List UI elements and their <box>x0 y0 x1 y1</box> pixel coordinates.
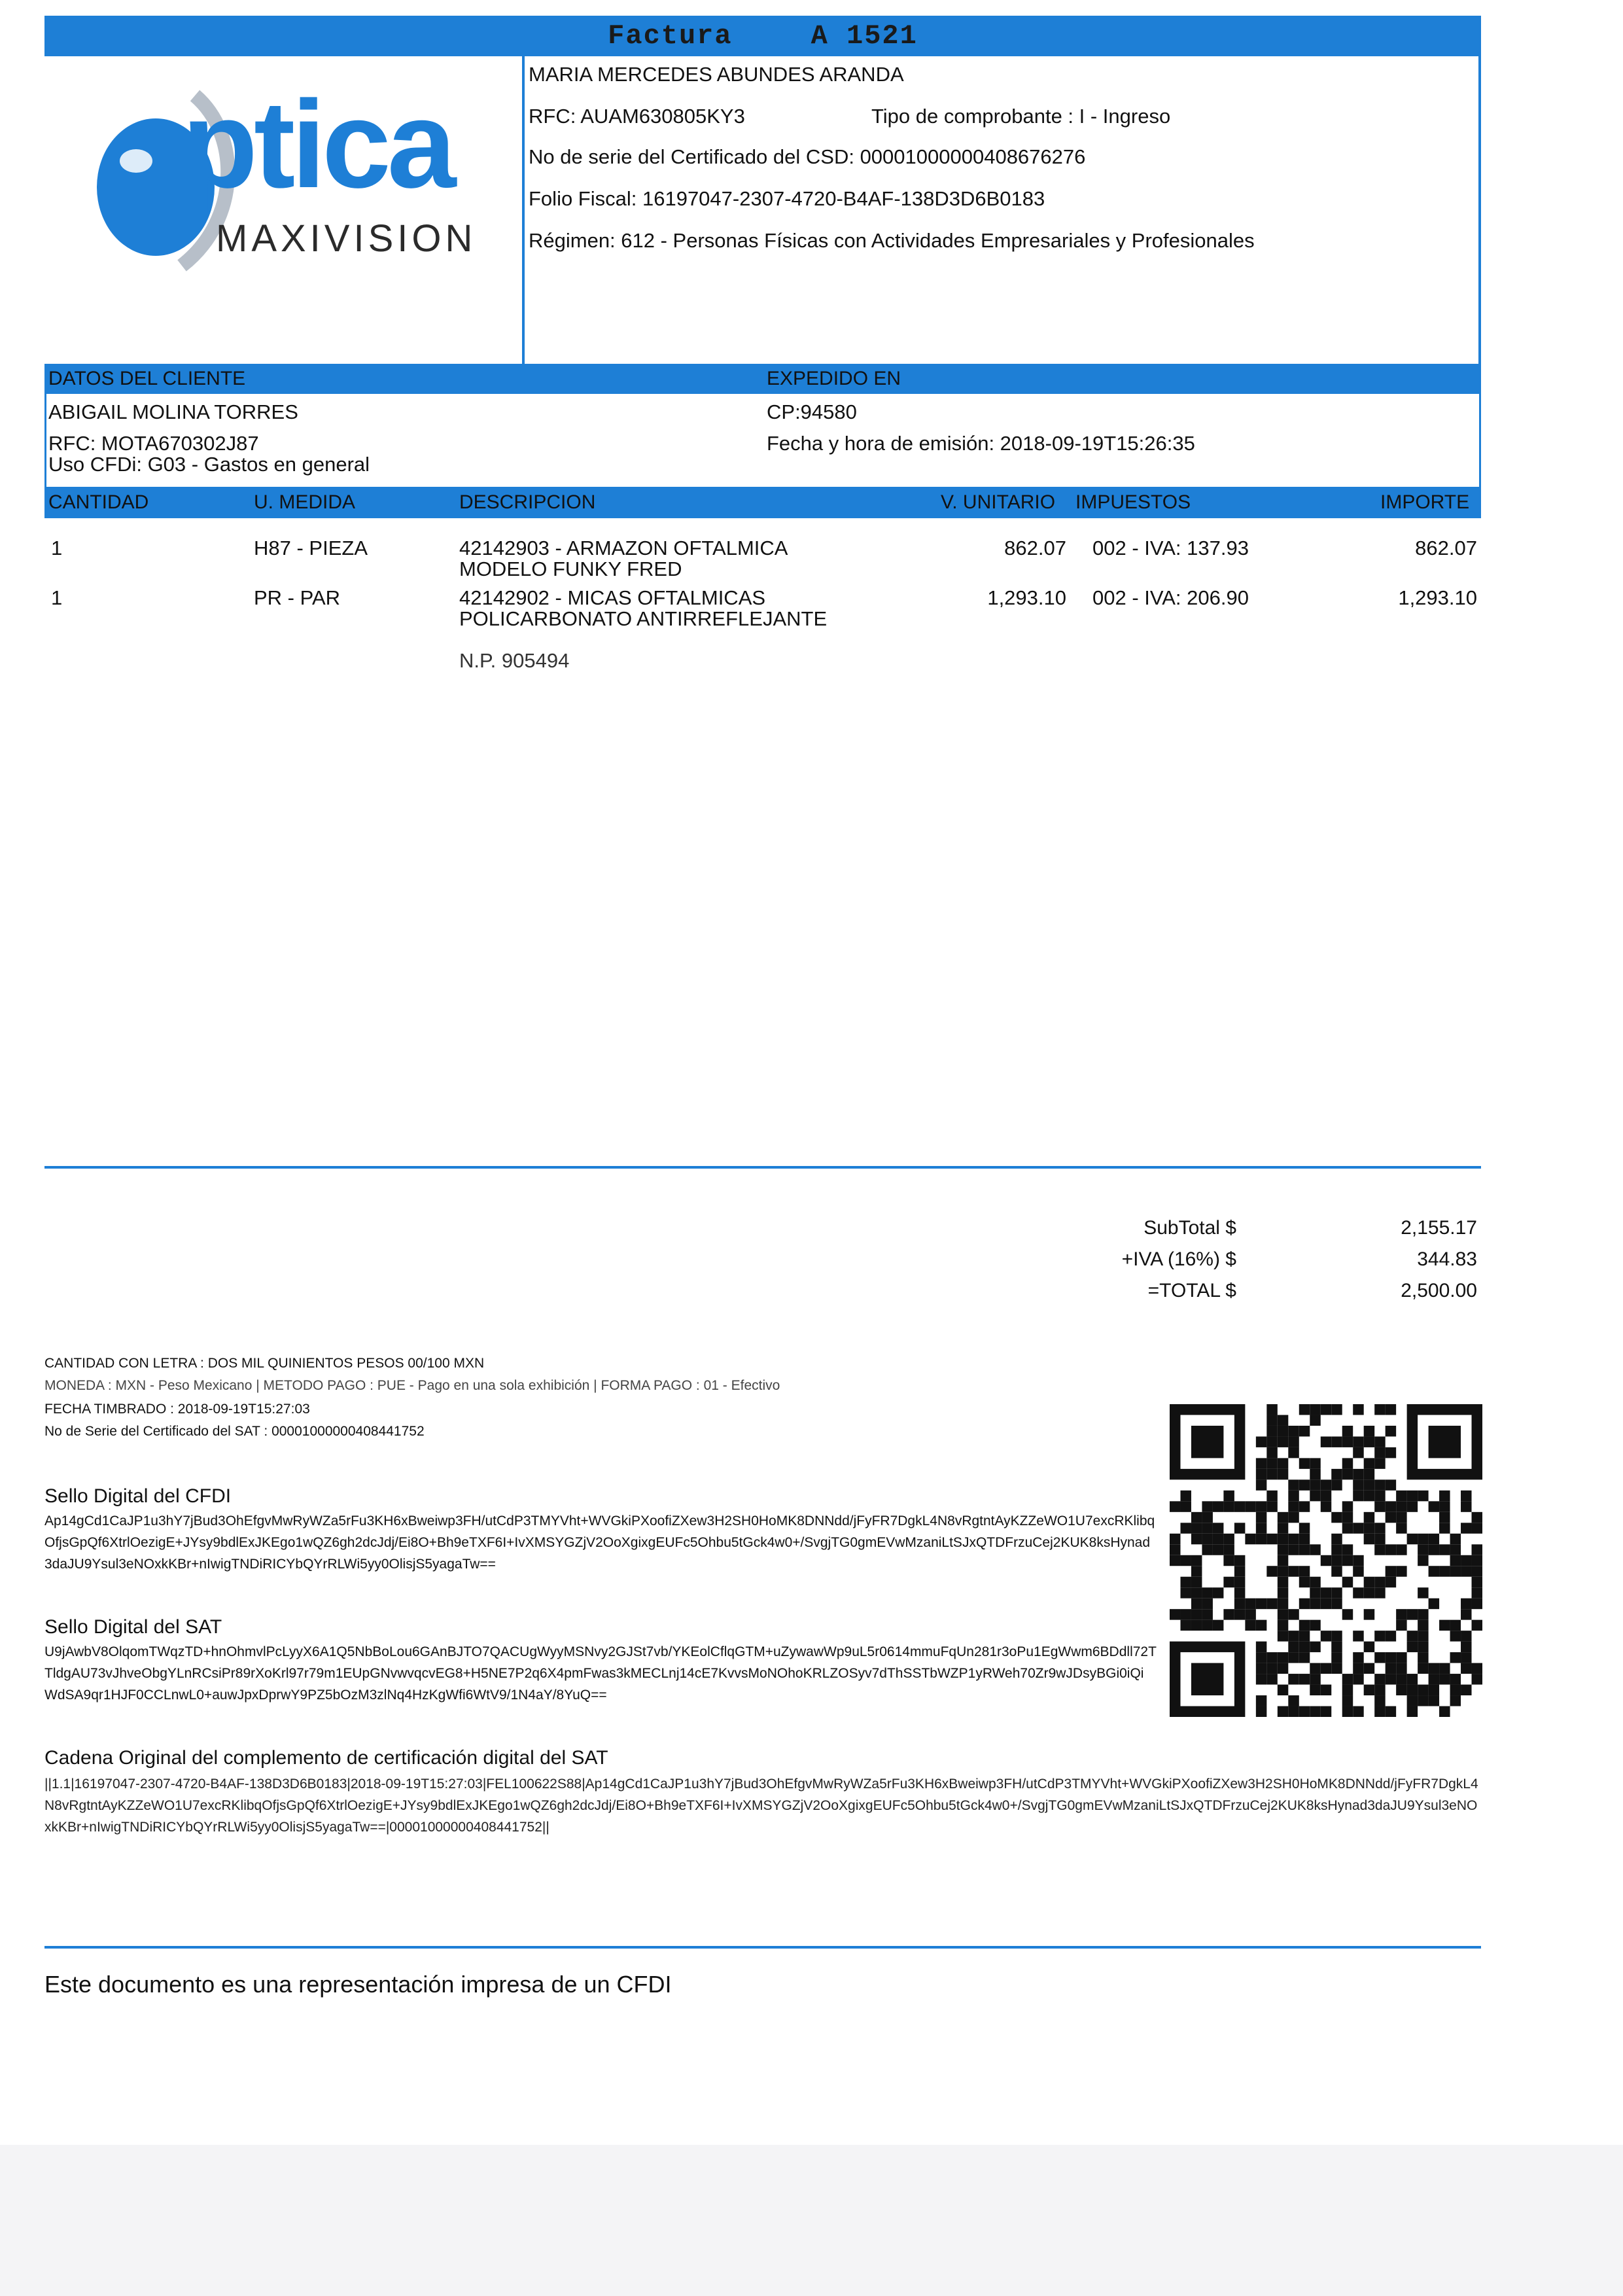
issued-postal-code: CP:94580 <box>767 400 857 423</box>
totals-separator <box>44 1166 1481 1169</box>
iva-label: +IVA (16%) $ <box>1121 1248 1236 1270</box>
row-unit-value: 862.07 <box>1004 537 1066 559</box>
logo-subtitle: MAXIVISION <box>216 217 477 260</box>
footer-statement: Este documento es una representación impresa de un CFDI <box>44 1971 672 1998</box>
cfdi-seal-title: Sello Digital del CFDI <box>44 1485 232 1507</box>
footer-separator <box>44 1946 1481 1949</box>
row-unit-value: 1,293.10 <box>987 586 1066 609</box>
row-quantity: 1 <box>51 586 63 609</box>
row-unit: H87 - PIEZA <box>254 537 368 559</box>
col-description: DESCRIPCION <box>459 491 596 513</box>
qr-code-icon <box>1170 1404 1482 1717</box>
issued-section-heading: EXPEDIDO EN <box>767 368 901 389</box>
row-amount: 1,293.10 <box>1398 586 1477 609</box>
row-quantity: 1 <box>51 537 63 559</box>
row-amount: 862.07 <box>1415 537 1477 559</box>
header-divider <box>522 56 525 364</box>
issuer-rfc: RFC: AUAM630805KY3 <box>529 105 745 128</box>
amount-in-words: CANTIDAD CON LETRA : DOS MIL QUINIENTOS PESOS 00/100 MXN <box>44 1356 485 1371</box>
stamp-date: FECHA TIMBRADO : 2018-09-19T15:27:03 <box>44 1402 310 1417</box>
issuer-name: MARIA MERCEDES ABUNDES ARANDA <box>529 63 904 86</box>
invoice-series: A 1521 <box>811 20 918 52</box>
client-name: ABIGAIL MOLINA TORRES <box>48 400 298 423</box>
company-logo <box>44 56 522 364</box>
cadena-text: ||1.1|16197047-2307-4720-B4AF-138D3D6B0183|2018-09-19T15:27:03|FEL100622S88|Ap14gCd1CaJP1u3hY7jBud3OhEfgvMwRyWZa5rFu3KH6xBweiwp3FH/utCdP3TMYVht+WVGkiPXoofiZXew3H2SH0HoMK8DNNdd/jFyFR7DgkL4N8vRgtntAyKZZeWO1U7excRKlibqOfjsGpQf6XtrlOezigE+JYsy9bdlExJKEgo1wQZ6gh2dcJdj/Ei8O+Bh9eTXF6I+IvXMSYGZjV2OoXgixgEUFc5Ohbu5tGck4w0+/SvgjTG0gmEVwMzaniLtSJxQTDFrzuCej2KUK8ksHynad3daJU9Ysul3eNOxkKBr+nIwigTNDiRICYbQYrRLWi5yy0OlisjS5yagaTw==|00001000000408441752|| <box>44 1776 1478 1835</box>
emission-datetime: Fecha y hora de emisión: 2018-09-19T15:26:35 <box>767 432 1195 455</box>
sat-seal-title: Sello Digital del SAT <box>44 1616 222 1638</box>
csd-serial: No de serie del Certificado del CSD: 00001000000408676276 <box>529 145 1086 168</box>
fiscal-folio: Folio Fiscal: 16197047-2307-4720-B4AF-138D3D6B0183 <box>529 187 1045 210</box>
cfdi-seal-text: Ap14gCd1CaJP1u3hY7jBud3OhEfgvMwRyWZa5rFu3KH6xBweiwp3FH/utCdP3TMYVht+WVGkiPXoofiZXew3H2SH0HoMK8DNNdd/jFyFR7DgkL4N8vRgtntAyKZZeWO1U7excRKlibqOfjsGpQf6XtrlOezigE+JYsy9bdlExJKEgo1wQZ6gh2dcJdj/Ei8O+Bh9eTXF6I+IvXMSYGZjV2OoXgixgEUFc5Ohbu5tGck4w0+/SvgjTG0gmEVwMzaniLtSJxQTDFrzuCej2KUK8ksHynad3daJU9Ysul3eNOxkKBr+nIwigTNDiRICYbQYrRLWi5yy0OlisjS5yagaTw== <box>44 1513 1155 1572</box>
row-description-line2: MODELO FUNKY FRED <box>459 557 682 580</box>
row-taxes: 002 - IVA: 206.90 <box>1092 586 1249 609</box>
sat-cert-serial: No de Serie del Certificado del SAT : 00001000000408441752 <box>44 1424 425 1439</box>
row-description-line2: POLICARBONATO ANTIRREFLEJANTE <box>459 607 828 630</box>
subtotal-label: SubTotal $ <box>1143 1217 1236 1239</box>
subtotal-value: 2,155.17 <box>1401 1217 1477 1239</box>
col-taxes: IMPUESTOS <box>1075 491 1191 513</box>
scan-edge <box>0 2145 1623 2296</box>
voucher-type: Tipo de comprobante : I - Ingreso <box>871 105 1171 128</box>
currency-method: MONEDA : MXN - Peso Mexicano | METODO PAGO : PUE - Pago en una sola exhibición | FORMA PAGO : 01 - Efectivo <box>44 1378 780 1393</box>
client-cfdi-use: Uso CFDi: G03 - Gastos en general <box>48 453 370 476</box>
invoice-title-bar <box>44 16 1481 56</box>
col-quantity: CANTIDAD <box>48 491 149 513</box>
row-unit: PR - PAR <box>254 586 341 609</box>
header-right-border <box>1478 56 1481 364</box>
col-unit: U. MEDIDA <box>254 491 356 513</box>
client-rfc: RFC: MOTA670302J87 <box>48 432 259 455</box>
invoice-title: Factura <box>608 20 733 52</box>
cadena-title: Cadena Original del complemento de certificación digital del SAT <box>44 1747 608 1769</box>
client-section-heading: DATOS DEL CLIENTE <box>48 368 246 389</box>
col-unit-value: V. UNITARIO <box>941 491 1056 513</box>
client-left-border <box>44 394 46 487</box>
logo-word: ptica <box>182 75 453 214</box>
total-value: 2,500.00 <box>1401 1280 1477 1301</box>
client-header-bar <box>44 364 1481 394</box>
row-taxes: 002 - IVA: 137.93 <box>1092 537 1249 559</box>
order-note: N.P. 905494 <box>459 649 570 672</box>
row-description-line1: 42142902 - MICAS OFTALMICAS <box>459 586 766 609</box>
tax-regime: Régimen: 612 - Personas Físicas con Actividades Empresariales y Profesionales <box>529 229 1255 252</box>
client-right-border <box>1479 394 1481 487</box>
row-description-line1: 42142903 - ARMAZON OFTALMICA <box>459 537 788 559</box>
sat-seal-text: U9jAwbV8OlqomTWqzTD+hnOhmvlPcLyyX6A1Q5NbBoLou6GAnBJTO7QACUgWyyMSNvy2GJSt7vb/YKEolCflqGTM+uZywawWp9uL5r0614mmuFqUn281r3oPu1EgWwm6BDdll72TTldgAU73vJhveObgYLnRCsiPr89rXoKrl97r79m1EUpGNvwvqcvEG8+H5NE7P2q6X4pmFwas3kMECLnj14cE7KvvsMoNOhoKRLZOSyv7dThSSTbWZP1yRWeh70Zr9wJDsyBGi0iQiWdSA9qr1HJF0CCLnwL0+auwJpxDprwY9PZ5bOzM3zlNq4HzKgWfi6WtV9/1N4aY/8YuQ== <box>44 1644 1157 1703</box>
total-label: =TOTAL $ <box>1147 1280 1236 1301</box>
col-amount: IMPORTE <box>1380 491 1470 513</box>
iva-value: 344.83 <box>1417 1248 1477 1270</box>
